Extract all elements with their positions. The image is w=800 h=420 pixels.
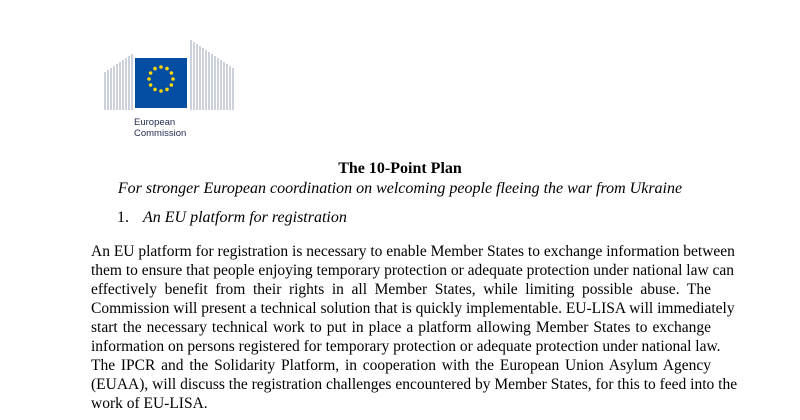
paragraph-line: them to ensure that people enjoying temporary protection or adequate protection under national law can — [91, 262, 735, 279]
body-paragraph — [91, 242, 738, 413]
paragraph-line: start the necessary technical work to put in place a platform allowing Member States to exchange — [91, 319, 711, 336]
section-title: An EU platform for registration — [143, 209, 347, 226]
section-heading — [117, 208, 347, 228]
paragraph-line: (EUAA), will discuss the registration challenges encountered by Member States, for this to feed into the — [91, 376, 738, 393]
paragraph-line: Commission will present a technical solution that is quickly implementable. EU-LISA will immediately — [91, 300, 735, 317]
paragraph-line: effectively benefit from their rights in all Member States, while limiting possible abuse. The — [91, 281, 711, 298]
logo-line-2: Commission — [134, 128, 187, 139]
eu-flag-icon — [103, 36, 243, 116]
logo-line-1: European — [134, 117, 176, 128]
section-number: 1. — [117, 209, 129, 226]
paragraph-line: information on persons registered for temporary protection or adequate protection under national law. — [91, 338, 721, 355]
document-title: The 10-Point Plan — [338, 160, 462, 177]
paragraph-line: work of EU-LISA. — [91, 395, 208, 412]
paragraph-line: An EU platform for registration is necessary to enable Member States to exchange information between — [91, 243, 735, 260]
document-subtitle: For stronger European coordination on welcoming people fleeing the war from Ukraine — [117, 180, 683, 197]
logo-label — [134, 117, 186, 139]
paragraph-line: The IPCR and the Solidarity Platform, in cooperation with the European Union Asylum Agency — [91, 357, 711, 374]
